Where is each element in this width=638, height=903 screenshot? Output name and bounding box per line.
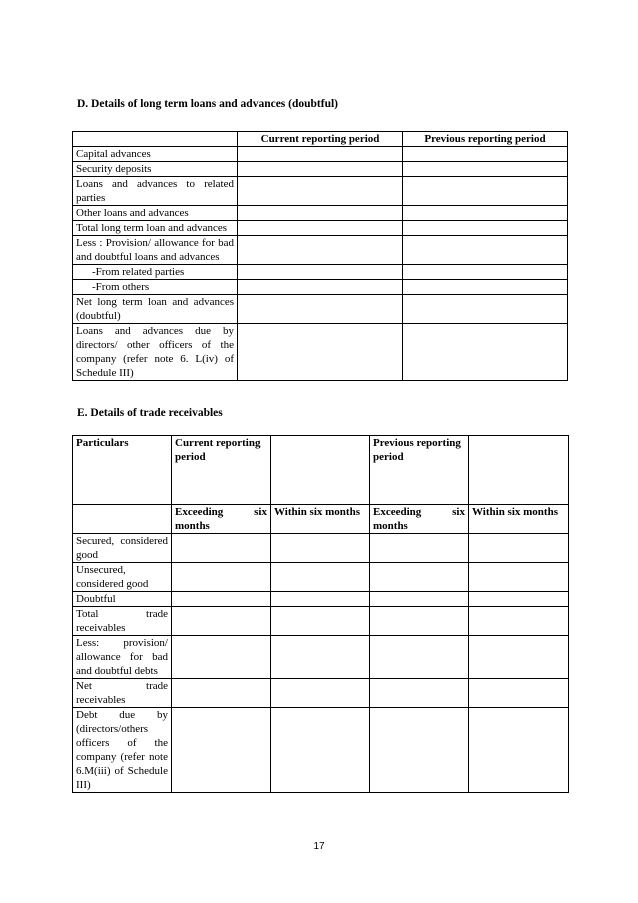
cell (469, 607, 569, 636)
subheader-current-within (271, 505, 370, 534)
row-label: Net trade receivables (73, 679, 172, 708)
cell (172, 636, 271, 679)
subheader-text: Exceeding six months (175, 506, 267, 532)
cell (370, 607, 469, 636)
table-row (73, 177, 568, 206)
cell-previous (403, 280, 568, 295)
row-label: Doubtful (73, 592, 172, 607)
cell (271, 679, 370, 708)
table-row (73, 265, 568, 280)
header-current-period: Current reporting period (238, 132, 403, 147)
cell (469, 708, 569, 793)
row-label: Total trade receivables (73, 607, 172, 636)
row-label: Debt due by (directors/others officers of the company (refer note 6.M(iii) of Schedule III) (73, 708, 172, 793)
header-current-period: Current reporting period (172, 436, 271, 505)
row-label: Capital advances (73, 147, 238, 162)
table-row (73, 280, 568, 295)
page-number: 17 (313, 841, 325, 852)
cell (271, 607, 370, 636)
row-label: Loans and advances to related parties (73, 177, 238, 206)
subheader-text: Within six months (472, 506, 558, 518)
subheader-text: Exceeding six months (373, 506, 465, 532)
row-label: Net long term loan and advances (doubtful) (73, 295, 238, 324)
cell (271, 592, 370, 607)
header-empty (271, 436, 370, 505)
table-row (73, 147, 568, 162)
cell (370, 679, 469, 708)
cell-current (238, 221, 403, 236)
subheader-text: Within six months (274, 506, 360, 518)
cell (370, 636, 469, 679)
cell-previous (403, 324, 568, 381)
cell (271, 563, 370, 592)
cell-current (238, 295, 403, 324)
table-row (73, 206, 568, 221)
cell (469, 679, 569, 708)
cell (271, 708, 370, 793)
row-label: Other loans and advances (73, 206, 238, 221)
table-row (73, 563, 569, 592)
cell (271, 534, 370, 563)
cell (172, 607, 271, 636)
table-row (73, 236, 568, 265)
header-previous-period: Previous reporting period (403, 132, 568, 147)
table-row (73, 324, 568, 381)
cell-current (238, 280, 403, 295)
row-label: Less : Provision/ allowance for bad and doubtful loans and advances (73, 236, 238, 265)
cell-previous (403, 177, 568, 206)
section-e-title: E. Details of trade receivables (77, 407, 223, 419)
cell-current (238, 236, 403, 265)
cell-current (238, 177, 403, 206)
table-row (73, 679, 569, 708)
subheader-previous-exceeding (370, 505, 469, 534)
cell-current (238, 162, 403, 177)
cell (172, 534, 271, 563)
subheader-empty (73, 505, 172, 534)
table-row (73, 221, 568, 236)
cell-previous (403, 295, 568, 324)
row-label: Loans and advances due by directors/ other officers of the company (refer note 6. L(iv) of Schedule III) (73, 324, 238, 381)
cell (370, 708, 469, 793)
cell-current (238, 206, 403, 221)
cell-previous (403, 147, 568, 162)
long-term-loans-table (72, 131, 568, 381)
table-row (73, 708, 569, 793)
table-row (73, 607, 569, 636)
cell (172, 708, 271, 793)
cell (469, 592, 569, 607)
cell-previous (403, 265, 568, 280)
cell (469, 636, 569, 679)
row-label: -From others (73, 280, 238, 295)
cell (271, 636, 370, 679)
cell-previous (403, 236, 568, 265)
header-empty (73, 132, 238, 147)
table-header-row (73, 436, 569, 505)
subheader-current-exceeding (172, 505, 271, 534)
cell (370, 592, 469, 607)
cell (469, 563, 569, 592)
cell-previous (403, 221, 568, 236)
table-row (73, 636, 569, 679)
cell (469, 534, 569, 563)
row-label: -From related parties (73, 265, 238, 280)
cell (172, 563, 271, 592)
cell-current (238, 147, 403, 162)
cell (370, 563, 469, 592)
table-row (73, 534, 569, 563)
cell-current (238, 324, 403, 381)
cell-previous (403, 162, 568, 177)
cell-current (238, 265, 403, 280)
cell-previous (403, 206, 568, 221)
header-previous-period: Previous reporting period (370, 436, 469, 505)
header-particulars: Particulars (73, 436, 172, 505)
subheader-previous-within (469, 505, 569, 534)
table-row (73, 295, 568, 324)
row-label: Total long term loan and advances (73, 221, 238, 236)
trade-receivables-table (72, 435, 569, 793)
table-subheader-row (73, 505, 569, 534)
row-label: Less: provision/ allowance for bad and doubtful debts (73, 636, 172, 679)
row-label: Secured, considered good (73, 534, 172, 563)
header-empty (469, 436, 569, 505)
cell (172, 592, 271, 607)
section-d-title: D. Details of long term loans and advances (doubtful) (77, 98, 339, 110)
table-header-row (73, 132, 568, 147)
table-row (73, 592, 569, 607)
row-label: Unsecured, considered good (73, 563, 172, 592)
cell (172, 679, 271, 708)
row-label: Security deposits (73, 162, 238, 177)
table-row (73, 162, 568, 177)
cell (370, 534, 469, 563)
